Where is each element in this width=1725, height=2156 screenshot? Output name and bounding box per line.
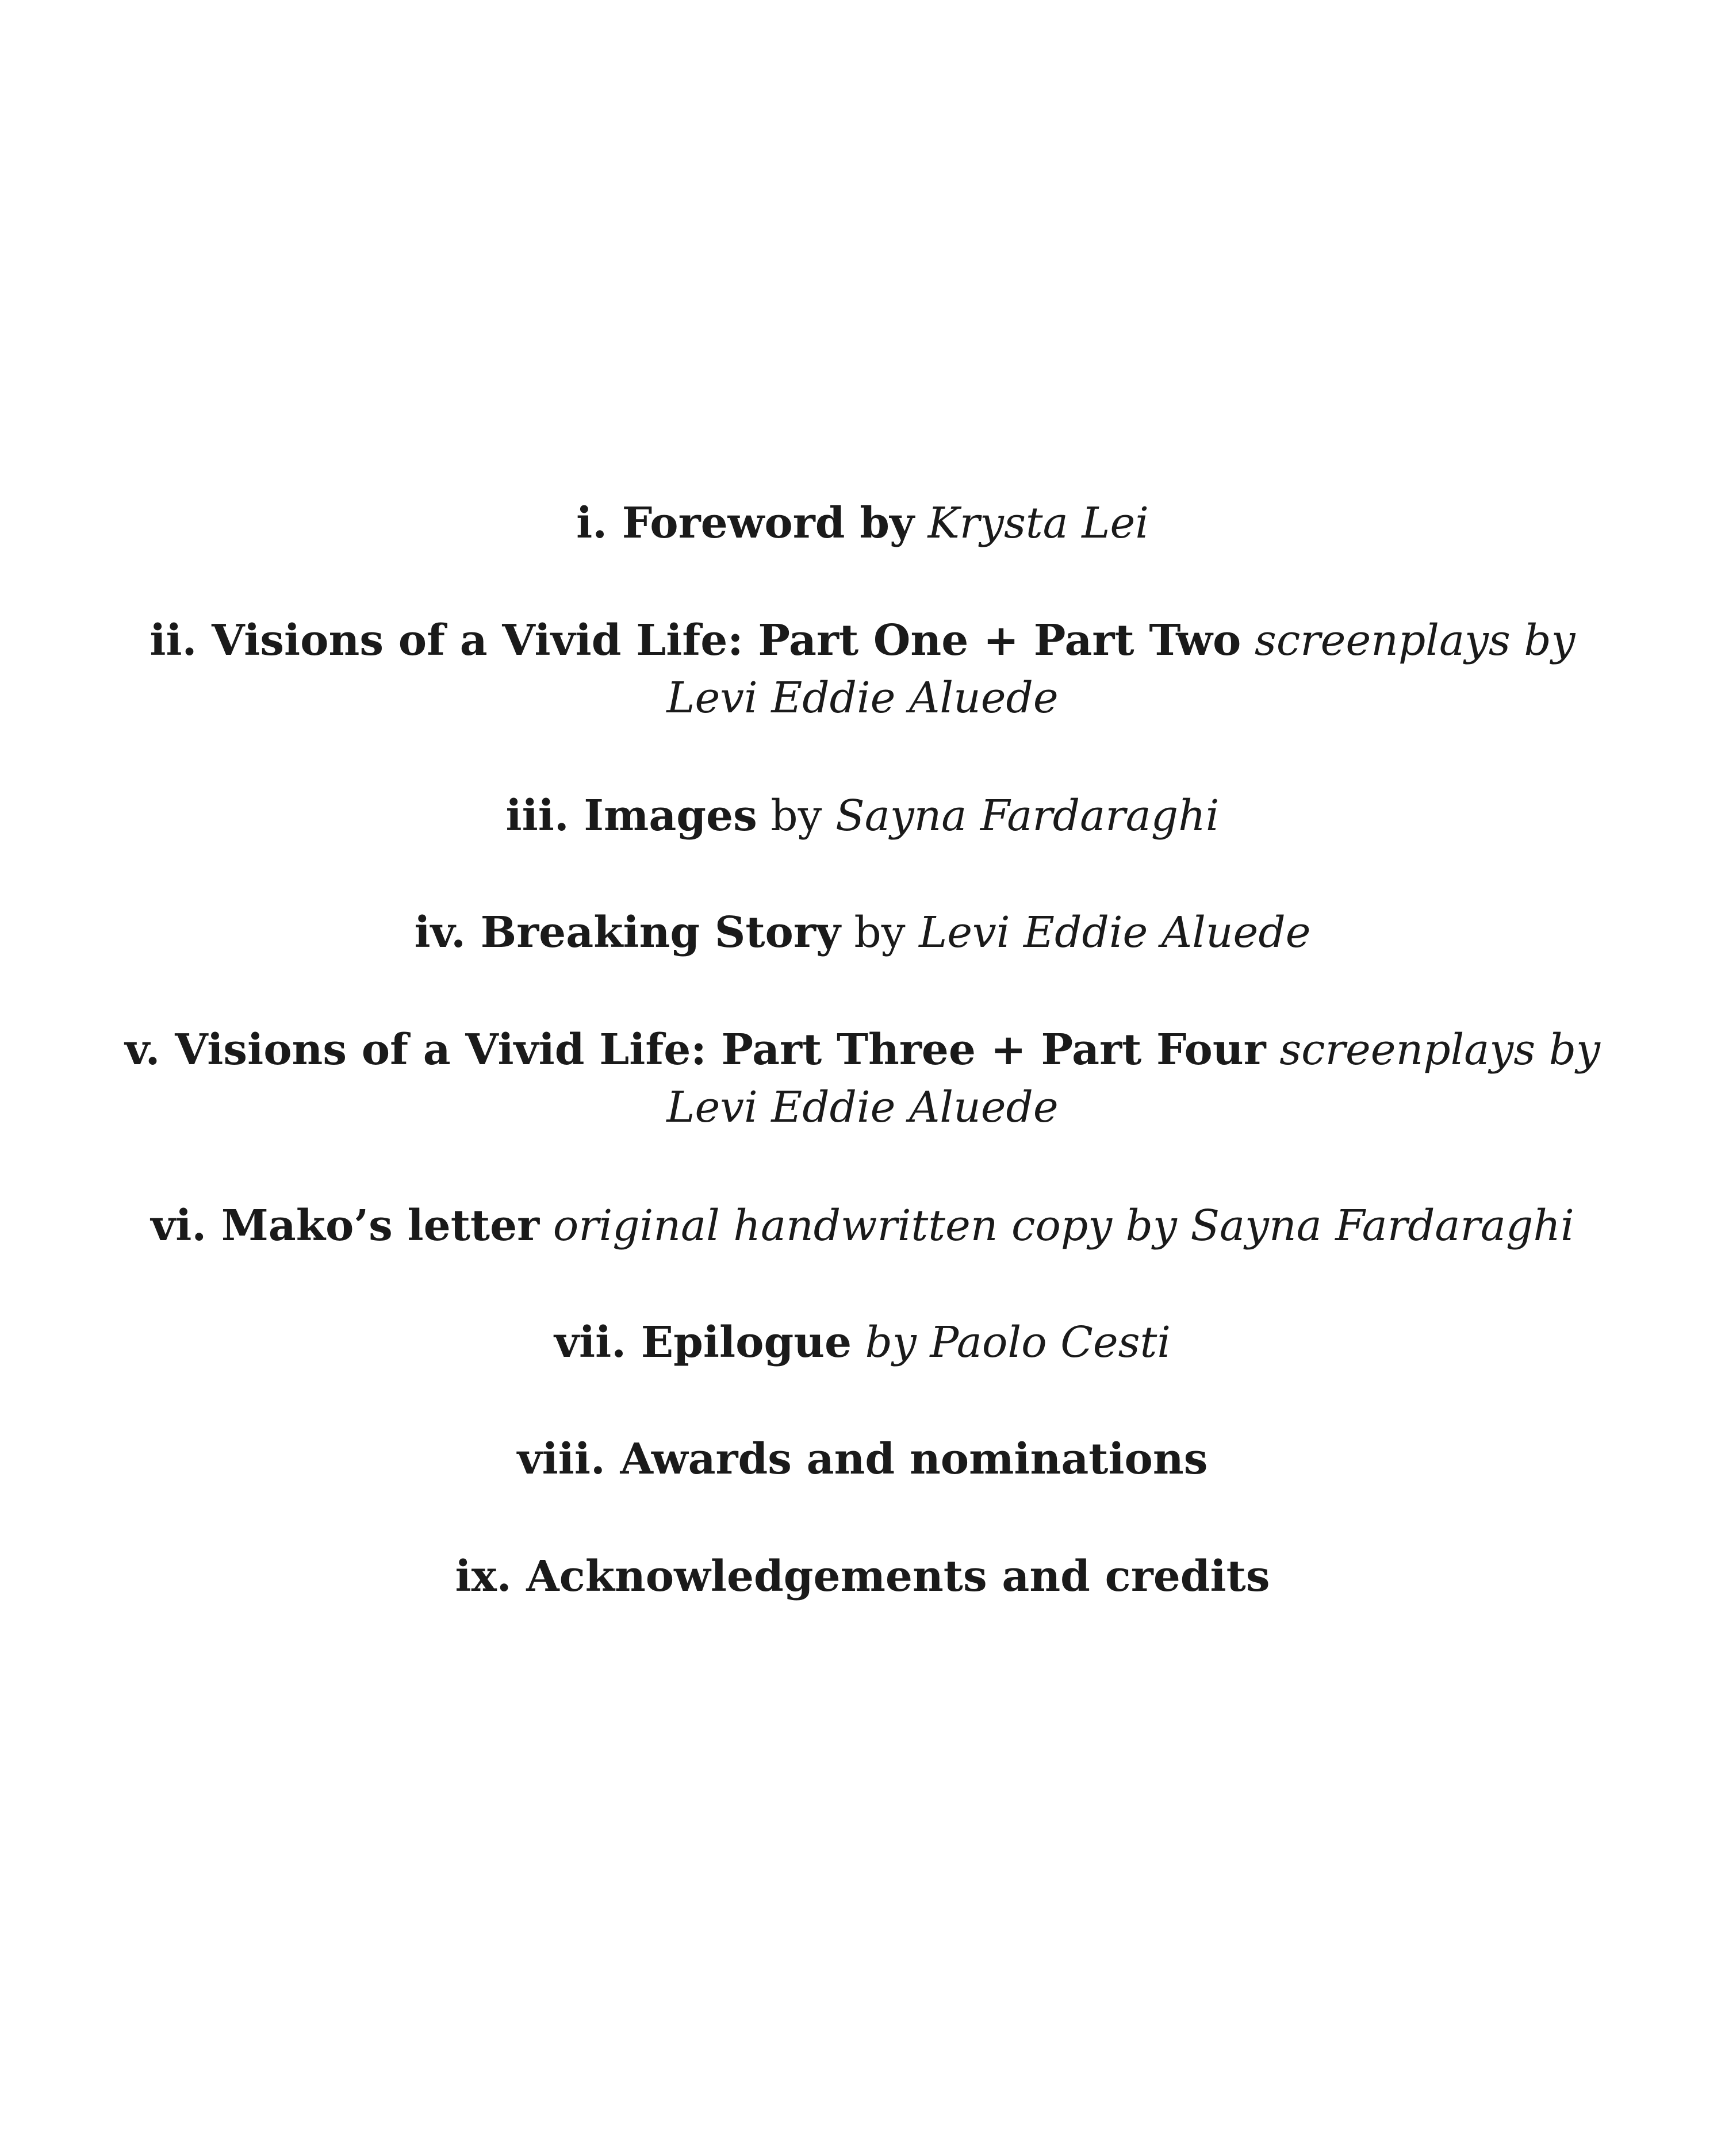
- toc-entry-credit: screenplays by: [1254, 616, 1575, 665]
- toc-entry-makos-letter: [0, 1197, 1725, 1255]
- toc-entry-title: ii. Visions of a Vivid Life: Part One + Part Two: [150, 616, 1241, 665]
- toc-entry-author: Sayna Fardaraghi: [835, 791, 1220, 841]
- toc-entry-title: i. Foreword by: [576, 498, 914, 548]
- toc-entry-connector: by: [854, 908, 906, 957]
- toc-entry-visions-part-three-four: [0, 1021, 1725, 1136]
- toc-entry-credit: original handwritten copy by Sayna Fardaraghi: [553, 1201, 1574, 1250]
- toc-entry-title: vii. Epilogue: [554, 1318, 852, 1367]
- toc-entry-title: iv. Breaking Story: [414, 908, 841, 957]
- toc-entry-title: vi. Mako’s letter: [151, 1201, 540, 1250]
- toc-entry-foreword: [0, 494, 1725, 552]
- toc-entry-credit: by Paolo Cesti: [865, 1318, 1171, 1367]
- toc-entry-title: ix. Acknowledgements and credits: [455, 1552, 1270, 1601]
- toc-entry-author: Levi Eddie Aluede: [666, 673, 1059, 723]
- toc-entry-connector: by: [770, 791, 822, 841]
- toc-entry-visions-part-one-two: [0, 612, 1725, 727]
- toc-entry-images: [0, 787, 1725, 845]
- toc-entry-author: Levi Eddie Aluede: [666, 1083, 1059, 1132]
- toc-entry-awards: [0, 1430, 1725, 1488]
- toc-entry-title: v. Visions of a Vivid Life: Part Three + Part Four: [125, 1025, 1266, 1075]
- toc-entry-epilogue: [0, 1314, 1725, 1371]
- toc-entry-credit: screenplays by: [1279, 1025, 1600, 1075]
- toc-entry-acknowledgements: [0, 1548, 1725, 1605]
- toc-entry-breaking-story: [0, 904, 1725, 961]
- toc-entry-author: Krysta Lei: [927, 498, 1149, 548]
- toc-entry-title: viii. Awards and nominations: [517, 1434, 1208, 1484]
- toc-entry-title: iii. Images: [505, 791, 757, 841]
- toc-entry-author: Levi Eddie Aluede: [919, 908, 1311, 957]
